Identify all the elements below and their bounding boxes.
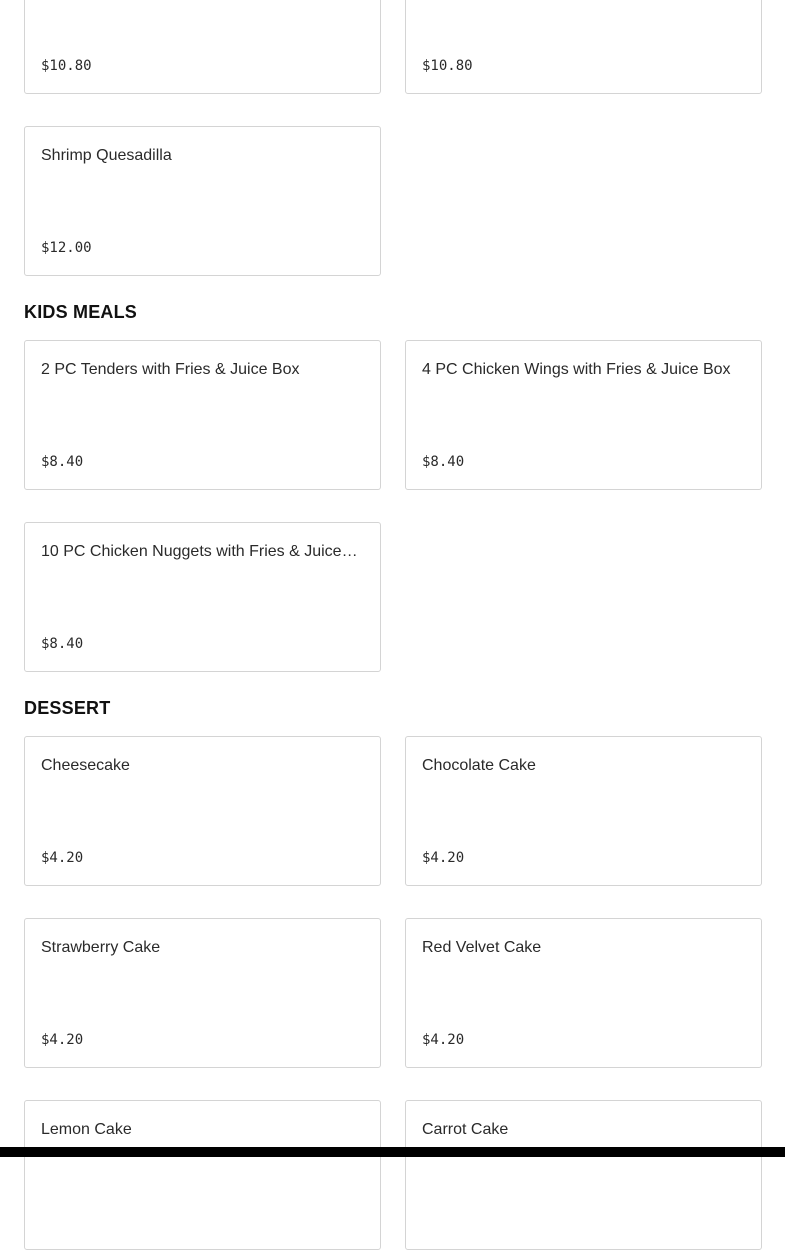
menu-item-price: $8.40 bbox=[41, 636, 84, 652]
menu-item-card[interactable] bbox=[405, 0, 762, 94]
menu-item-card[interactable] bbox=[405, 1100, 762, 1250]
menu-item-card[interactable] bbox=[405, 918, 762, 1068]
menu-item-price: $12.00 bbox=[41, 240, 92, 256]
menu-item-card[interactable] bbox=[24, 736, 381, 886]
menu-item-name: 4 PC Chicken Wings with Fries & Juice Box bbox=[422, 361, 731, 378]
menu-item-name: Chocolate Cake bbox=[422, 757, 536, 774]
menu-item-card[interactable] bbox=[405, 340, 762, 490]
menu-item-name: Red Velvet Cake bbox=[422, 939, 542, 956]
menu-item-card[interactable] bbox=[24, 918, 381, 1068]
menu-item-name: 10 PC Chicken Nuggets with Fries & Juice… bbox=[41, 543, 358, 560]
menu-item-name: 2 PC Tenders with Fries & Juice Box bbox=[41, 361, 300, 378]
menu-item-card[interactable] bbox=[24, 1100, 381, 1250]
menu-item-price: $4.20 bbox=[422, 1032, 465, 1048]
menu-item-card[interactable] bbox=[24, 340, 381, 490]
menu-item-price: $4.20 bbox=[41, 1032, 84, 1048]
menu-item-price: $4.20 bbox=[41, 850, 84, 866]
section-title-kids-meals: KIDS MEALS bbox=[24, 302, 138, 322]
menu-item-card[interactable] bbox=[24, 126, 381, 276]
menu-item-name: Lemon Cake bbox=[41, 1121, 132, 1138]
menu-item-price: $10.80 bbox=[41, 58, 92, 74]
menu-item-card[interactable] bbox=[405, 736, 762, 886]
menu-item-price: $8.40 bbox=[422, 454, 465, 470]
menu-item-name: Shrimp Quesadilla bbox=[41, 147, 172, 164]
menu-item-card[interactable] bbox=[24, 0, 381, 94]
menu-item-name: Cheesecake bbox=[41, 757, 130, 774]
menu-item-price: $4.20 bbox=[422, 850, 465, 866]
menu-item-name: Carrot Cake bbox=[422, 1121, 509, 1138]
menu-item-price: $10.80 bbox=[422, 58, 473, 74]
bottom-bar bbox=[0, 1147, 785, 1157]
menu-item-card[interactable] bbox=[24, 522, 381, 672]
section-title-dessert: DESSERT bbox=[24, 698, 111, 718]
menu-item-price: $8.40 bbox=[41, 454, 84, 470]
menu-item-name: Strawberry Cake bbox=[41, 939, 161, 956]
